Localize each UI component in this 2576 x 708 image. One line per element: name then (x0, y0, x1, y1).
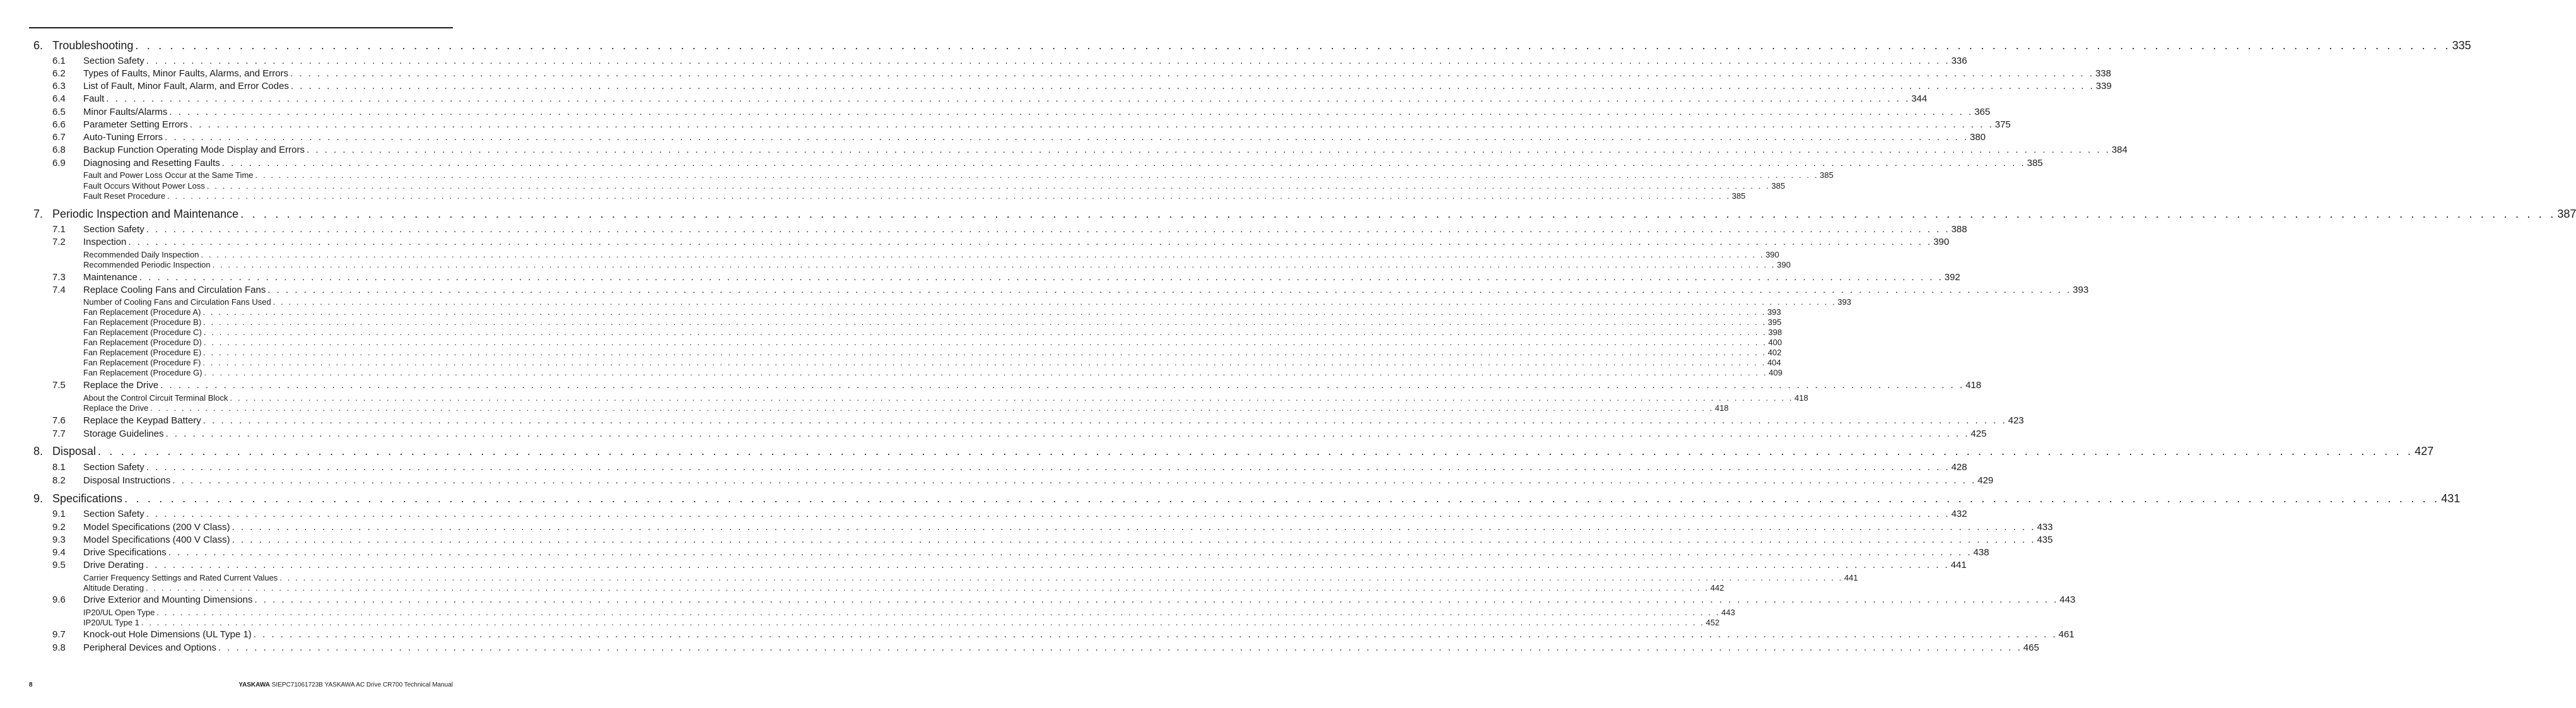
dot-leader: . . . . . . . . . . . . . . . . . . . . . . . . . . . . . . . . . . . . . . . . . . . . . . . . . . . . . . . . . . . . . . . . . . . . . . . . . . . . . . . . . . . . . . . . . . . . . . . . . . . . . . . . . . . . . . . . . . . . . . . . . . . . . . . . . . . . . . . . . . . . . . . . . . . . . . . . . . . . . . . . . . . . . . . . . . . . . . . . . . . . . . . . . . . . . . . . . . . . . . . . (135, 39, 2451, 52)
toc-entry-line (83, 415, 2024, 426)
toc-entry-page: 380 (1970, 132, 1986, 143)
toc-entry-title: Fan Replacement (Procedure A) (83, 307, 201, 317)
toc-entry-line (83, 462, 1967, 473)
toc-entry-number: 9.2 (52, 522, 66, 533)
toc-entry-number: 8.2 (52, 475, 66, 486)
toc-entry-title: Altitude Derating (83, 583, 144, 593)
toc-entry-page: 388 (1951, 224, 1967, 235)
toc-entry-line (83, 56, 1967, 66)
toc-entry-title: Diagnosing and Resetting Faults (83, 158, 220, 168)
toc-entry-title: Model Specifications (400 V Class) (83, 534, 230, 545)
dot-leader: . . . . . . . . . . . . . . . . . . . . . . . . . . . . . . . . . . . . . . . . . . . . . . . . . . . . . . . . . . . . . . . . . . . . . . . . . . . . . . . . . . . . . . . . . . . . . . . . . . . . . . . . . . . . . . . . . . . . . . . . . . . . . . . . . . . . . . . . . . . . . . . . . . . . . . . . . . . . . . . . . . . . . . . . . . . . . . . . . . . . . . . . . . . . . . . . . . . . . . . . (203, 327, 1767, 337)
toc-entry-page: 390 (1765, 250, 1779, 259)
toc-entry-line (83, 560, 1967, 570)
toc-entry-page: 400 (1768, 338, 1783, 347)
dot-leader: . . . . . . . . . . . . . . . . . . . . . . . . . . . . . . . . . . . . . . . . . . . . . . . . . . . . . . . . . . . . . . . . . . . . . . . . . . . . . . . . . . . . . . . . . . . . . . . . . . . . . . . . . . . . . . . . . . . . . . . . . . . . . . . . . . . . . . . . . . . . . . . . . . . . . . . . . . . . . . . . . . . . . . . . . . . . . . . . . . . . . . . . . . . . . . . . . . . . . . . . (253, 629, 2058, 640)
toc-entry-page: 398 (1768, 327, 1783, 337)
toc-entry-page: 385 (1820, 170, 1834, 180)
toc-entry-page: 395 (1767, 317, 1782, 327)
toc-entry-page: 425 (1970, 428, 1987, 439)
toc-entry-line (83, 618, 1720, 627)
dot-leader: . . . . . . . . . . . . . . . . . . . . . . . . . . . . . . . . . . . . . . . . . . . . . . . . . . . . . . . . . . . . . . . . . . . . . . . . . . . . . . . . . . . . . . . . . . . . . . . . . . . . . . . . . . . . . . . . . . . . . . . . . . . . . . . . . . . . . . . . . . . . . . . . . . . . . . . . . . . . . . . . . . . . . . . . . . . . . . . . . . . . . . . . . . . . . . . . . . . . . . . . (106, 93, 1911, 104)
toc-entry-page: 452 (1706, 618, 1720, 627)
toc-entry-title: Peripheral Devices and Options (83, 642, 216, 653)
toc-entry-number: 7.4 (52, 285, 66, 295)
toc-entry-title: Fault Occurs Without Power Loss (83, 181, 205, 191)
toc-entry-number: 8. (33, 445, 44, 457)
toc-entry-title: Fan Replacement (Procedure B) (83, 317, 202, 327)
toc-entry-title: Recommended Periodic Inspection (83, 260, 211, 269)
toc-entry-page: 429 (1977, 475, 1994, 486)
toc-entry-page: 465 (2023, 642, 2039, 653)
toc-entry-line (83, 583, 1724, 593)
toc-entry-page: 438 (1973, 547, 1989, 558)
toc-entry-title: Carrier Frequency Settings and Rated Current Values (83, 573, 278, 582)
toc-entry-page: 385 (1731, 191, 1746, 201)
footer-brand: YASKAWA (238, 681, 271, 688)
toc-entry-number: 6. (33, 39, 44, 52)
toc-entry-page: 443 (2059, 594, 2076, 605)
toc-entry-number: 9.6 (52, 594, 66, 605)
toc-entry-page: 393 (1767, 307, 1781, 317)
dot-leader: . . . . . . . . . . . . . . . . . . . . . . . . . . . . . . . . . . . . . . . . . . . . . . . . . . . . . . . . . . . . . . . . . . . . . . . . . . . . . . . . . . . . . . . . . . . . . . . . . . . . . . . . . . . . . . . . . . . . . . . . . . . . . . . . . . . . . . . . . . . . . . . . . . . . . . . . . . . . . . . . . . . . . . . . . . . . . . . . . . . . . . . . . . . . . . . . . . . . . . . . (212, 260, 1776, 269)
dot-leader: . . . . . . . . . . . . . . . . . . . . . . . . . . . . . . . . . . . . . . . . . . . . . . . . . . . . . . . . . . . . . . . . . . . . . . . . . . . . . . . . . . . . . . . . . . . . . . . . . . . . . . . . . . . . . . . . . . . . . . . . . . . . . . . . . . . . . . . . . . . . . . . . . . . . . . . . . . . . . . . . . . . . . . . . . . . . . . . . . . . . . . . . . . . . . . . . . . . . . . . . (254, 594, 2059, 605)
footer-page-number: 8 (29, 681, 33, 688)
dot-leader: . . . . . . . . . . . . . . . . . . . . . . . . . . . . . . . . . . . . . . . . . . . . . . . . . . . . . . . . . . . . . . . . . . . . . . . . . . . . . . . . . . . . . . . . . . . . . . . . . . . . . . . . . . . . . . . . . . . . . . . . . . . . . . . . . . . . . . . . . . . . . . . . . . . . . . . . . . . . . . . . . . . . . . . . . . . . . . . . . . . . . . . . . . . . . . . . . . . . . . . . (231, 534, 2036, 545)
toc-entry-page: 428 (1951, 462, 1967, 473)
toc-entry-line (83, 403, 1729, 413)
dot-leader: . . . . . . . . . . . . . . . . . . . . . . . . . . . . . . . . . . . . . . . . . . . . . . . . . . . . . . . . . . . . . . . . . . . . . . . . . . . . . . . . . . . . . . . . . . . . . . . . . . . . . . . . . . . . . . . . . . . . . . . . . . . . . . . . . . . . . . . . . . . . . . . . . . . . . . . . . . . . . . . . . . . . . . . . . . . . . . . . . . . . . . . . . . . . . . . . . . . . . . . . (146, 509, 1950, 519)
toc-entry-line (83, 573, 1858, 582)
dot-leader: . . . . . . . . . . . . . . . . . . . . . . . . . . . . . . . . . . . . . . . . . . . . . . . . . . . . . . . . . . . . . . . . . . . . . . . . . . . . . . . . . . . . . . . . . . . . . . . . . . . . . . . . . . . . . . . . . . . . . . . . . . . . . . . . . . . . . . . . . . . . . . . . . . . . . . . . . . . . . . . . . . . . . . . . . . . . . . . . . . . . . . . . . . . . . . . . . . . . . . . . (203, 338, 1767, 347)
toc-entry-title: Fault and Power Loss Occur at the Same Time (83, 170, 254, 180)
toc-entry-line (83, 81, 2112, 91)
toc-entry-title: Section Safety (83, 224, 144, 235)
toc-entry-line (83, 522, 2053, 533)
toc-entry-page: 390 (1777, 260, 1791, 269)
toc-entry-number: 7. (33, 208, 44, 220)
toc-entry-number: 7.5 (52, 380, 66, 391)
toc-entry-page: 418 (1714, 403, 1729, 413)
toc-entry-title: Drive Derating (83, 560, 144, 570)
dot-leader: . . . . . . . . . . . . . . . . . . . . . . . . . . . . . . . . . . . . . . . . . . . . . . . . . . . . . . . . . . . . . . . . . . . . . . . . . . . . . . . . . . . . . . . . . . . . . . . . . . . . . . . . . . . . . . . . . . . . . . . . . . . . . . . . . . . . . . . . . . . . . . . . . . . . . . . . . . . . . . . . . . . . . . . . . . . . . . . . . . . . . . . . . . . . . . . . . . . . . . . . (290, 81, 2095, 91)
toc-entry-page: 390 (1933, 237, 1950, 247)
toc-entry-page: 344 (1911, 93, 1928, 104)
toc-entry-line (83, 358, 1781, 367)
toc-entry-number: 7.3 (52, 272, 66, 283)
toc-entry-line (83, 132, 1986, 143)
dot-leader: . . . . . . . . . . . . . . . . . . . . . . . . . . . . . . . . . . . . . . . . . . . . . . . . . . . . . . . . . . . . . . . . . . . . . . . . . . . . . . . . . . . . . . . . . . . . . . . . . . . . . . . . . . . . . . . . . . . . . . . . . . . . . . . . . . . . . . . . . . . . . . . . . . . . . . . . . . . . . . . . . . . . . . . . . . . . . . . . . . . . . . . . . . . . . . . . . . . . . . . . (189, 119, 1994, 130)
toc-entry-page: 442 (1710, 583, 1724, 593)
toc-entry-title: Inspection (83, 237, 127, 247)
toc-entry-line (83, 368, 1783, 377)
dot-leader: . . . . . . . . . . . . . . . . . . . . . . . . . . . . . . . . . . . . . . . . . . . . . . . . . . . . . . . . . . . . . . . . . . . . . . . . . . . . . . . . . . . . . . . . . . . . . . . . . . . . . . . . . . . . . . . . . . . . . . . . . . . . . . . . . . . . . . . . . . . . . . . . . . . . . . . . . . . . . . . . . . . . . . . . . . . . . . . . . . . . . . . . . . . . . . . . . . . . . . . . (218, 642, 2022, 653)
toc-entry-title: Section Safety (83, 56, 144, 66)
toc-entry-line (83, 547, 1989, 558)
toc-entry-number: 6.2 (52, 68, 66, 79)
toc-entry-page: 387 (2557, 208, 2576, 220)
dot-leader: . . . . . . . . . . . . . . . . . . . . . . . . . . . . . . . . . . . . . . . . . . . . . . . . . . . . . . . . . . . . . . . . . . . . . . . . . . . . . . . . . . . . . . . . . . . . . . . . . . . . . . . . . . . . . . . . . . . . . . . . . . . . . . . . . . . . . . . . . . . . . . . . . . . . . . . . . . . . . . . . . . . . . . . . . . . . . . . . . . . . . . . . . . . . . . . . . . . . . . . . (279, 573, 1843, 582)
toc-entry-line (83, 428, 1987, 439)
toc-entry-line (83, 393, 1808, 403)
toc-entry-line (83, 594, 2076, 605)
dot-leader: . . . . . . . . . . . . . . . . . . . . . . . . . . . . . . . . . . . . . . . . . . . . . . . . . . . . . . . . . . . . . . . . . . . . . . . . . . . . . . . . . . . . . . . . . . . . . . . . . . . . . . . . . . . . . . . . . . . . . . . . . . . . . . . . . . . . . . . . . . . . . . . . . . . . . . . . . . . . . . . . . . . . . . . . . . . . . . . . . . . . . . . . . . . . . . . . . . . . . . . . (206, 181, 1771, 191)
toc-entry-line (83, 272, 1960, 283)
toc-entry-line (83, 93, 1928, 104)
toc-entry-title: Replace the Keypad Battery (83, 415, 201, 426)
dot-leader: . . . . . . . . . . . . . . . . . . . . . . . . . . . . . . . . . . . . . . . . . . . . . . . . . . . . . . . . . . . . . . . . . . . . . . . . . . . . . . . . . . . . . . . . . . . . . . . . . . . . . . . . . . . . . . . . . . . . . . . . . . . . . . . . . . . . . . . . . . . . . . . . . . . . . . . . . . . . . . . . . . . . . . . . . . . . . . . . . . . . . . . . . . . . . . . . . . . . . . . . (165, 132, 1969, 143)
toc-entry-number: 6.7 (52, 132, 66, 143)
toc-entry-title: Fan Replacement (Procedure C) (83, 327, 202, 337)
toc-entry-title: Types of Faults, Minor Faults, Alarms, and Errors (83, 68, 289, 79)
dot-leader: . . . . . . . . . . . . . . . . . . . . . . . . . . . . . . . . . . . . . . . . . . . . . . . . . . . . . . . . . . . . . . . . . . . . . . . . . . . . . . . . . . . . . . . . . . . . . . . . . . . . . . . . . . . . . . . . . . . . . . . . . . . . . . . . . . . . . . . . . . . . . . . . . . . . . . . . . . . . . . . . . . . . . . . . . . . . . . . . . . . . . . . . . . . . . . . . . . . . . . . . (290, 68, 2094, 79)
toc-entry-page: 402 (1767, 348, 1782, 357)
toc-entry-number: 7.1 (52, 224, 66, 235)
toc-entry-number: 6.6 (52, 119, 66, 130)
toc-entry-title: Disposal (52, 445, 97, 457)
toc-entry-title: About the Control Circuit Terminal Block (83, 393, 228, 403)
toc-entry-number: 6.4 (52, 93, 66, 104)
toc-entry-title: Fan Replacement (Procedure D) (83, 338, 202, 347)
toc-entry-number: 9.5 (52, 560, 66, 570)
toc-entry-line (83, 327, 1783, 337)
toc-entry-line (83, 250, 1779, 259)
dot-leader: . . . . . . . . . . . . . . . . . . . . . . . . . . . . . . . . . . . . . . . . . . . . . . . . . . . . . . . . . . . . . . . . . . . . . . . . . . . . . . . . . . . . . . . . . . . . . . . . . . . . . . . . . . . . . . . . . . . . . . . . . . . . . . . . . . . . . . . . . . . . . . . . . . . . . . . . . . . . . . . . . . . . . . . . . . . . . . . . . . . . . . . . . . . . . . . . . . . . . . . . (255, 170, 1819, 180)
toc-entry-title: Storage Guidelines (83, 428, 164, 439)
toc-entry-page: 432 (1951, 509, 1967, 519)
toc-entry-number: 7.6 (52, 415, 66, 426)
dot-leader: . . . . . . . . . . . . . . . . . . . . . . . . . . . . . . . . . . . . . . . . . . . . . . . . . . . . . . . . . . . . . . . . . . . . . . . . . . . . . . . . . . . . . . . . . . . . . . . . . . . . . . . . . . . . . . . . . . . . . . . . . . . . . . . . . . . . . . . . . . . . . . . . . . . . . . . . . . . . . . . . . . . . . . . . . . . . . . . . . . . . . . . . . . . . . . . . . . . . . . . . (202, 358, 1766, 367)
dot-leader: . . . . . . . . . . . . . . . . . . . . . . . . . . . . . . . . . . . . . . . . . . . . . . . . . . . . . . . . . . . . . . . . . . . . . . . . . . . . . . . . . . . . . . . . . . . . . . . . . . . . . . . . . . . . . . . . . . . . . . . . . . . . . . . . . . . . . . . . . . . . . . . . . . . . . . . . . . . . . . . . . . . . . . . . . . . . . . . . . . . . . . . . . . . . . . . . . . . . . . . . (98, 445, 2414, 457)
toc-entry-line (52, 208, 2576, 221)
toc-entry-title: Periodic Inspection and Maintenance (52, 208, 239, 220)
toc-entry-page: 338 (2095, 68, 2111, 79)
dot-leader: . . . . . . . . . . . . . . . . . . . . . . . . . . . . . . . . . . . . . . . . . . . . . . . . . . . . . . . . . . . . . . . . . . . . . . . . . . . . . . . . . . . . . . . . . . . . . . . . . . . . . . . . . . . . . . . . . . . . . . . . . . . . . . . . . . . . . . . . . . . . . . . . . . . . . . . . . . . . . . . . . . . . . . . . . . . . . . . . . . . . . . . . . . . . . . . . . . . . . . . . (160, 380, 1965, 391)
toc-entry-line (83, 475, 1994, 486)
toc-entry-page: 418 (1965, 380, 1982, 391)
dot-leader: . . . . . . . . . . . . . . . . . . . . . . . . . . . . . . . . . . . . . . . . . . . . . . . . . . . . . . . . . . . . . . . . . . . . . . . . . . . . . . . . . . . . . . . . . . . . . . . . . . . . . . . . . . . . . . . . . . . . . . . . . . . . . . . . . . . . . . . . . . . . . . . . . . . . . . . . . . . . . . . . . . . . . . . . . . . . . . . . . . . . . . . . . . . . . . . . . . . . . . . . (146, 462, 1950, 473)
dot-leader: . . . . . . . . . . . . . . . . . . . . . . . . . . . . . . . . . . . . . . . . . . . . . . . . . . . . . . . . . . . . . . . . . . . . . . . . . . . . . . . . . . . . . . . . . . . . . . . . . . . . . . . . . . . . . . . . . . . . . . . . . . . . . . . . . . . . . . . . . . . . . . . . . . . . . . . . . . . . . . . . . . . . . . . . . . . . . . . . . . . . . . . . . . . . . . . . . . . . . . . . (172, 475, 1977, 486)
toc-entry-title: List of Fault, Minor Fault, Alarm, and Error Codes (83, 81, 289, 91)
dot-leader: . . . . . . . . . . . . . . . . . . . . . . . . . . . . . . . . . . . . . . . . . . . . . . . . . . . . . . . . . . . . . . . . . . . . . . . . . . . . . . . . . . . . . . . . . . . . . . . . . . . . . . . . . . . . . . . . . . . . . . . . . . . . . . . . . . . . . . . . . . . . . . . . . . . . . . . . . . . . . . . . . . . . . . . . . . . . . . . . . . . . . . . . . . . . . . . . . . . . . . . . (145, 560, 1950, 570)
dot-leader: . . . . . . . . . . . . . . . . . . . . . . . . . . . . . . . . . . . . . . . . . . . . . . . . . . . . . . . . . . . . . . . . . . . . . . . . . . . . . . . . . . . . . . . . . . . . . . . . . . . . . . . . . . . . . . . . . . . . . . . . . . . . . . . . . . . . . . . . . . . . . . . . . . . . . . . . . . . . . . . . . . . . . . . . . . . . . . . . . . . . . . . . . . . . . . . . . . . . . . . . (272, 297, 1837, 307)
toc-entry-number: 7.2 (52, 237, 66, 247)
toc-entry-number: 6.9 (52, 158, 66, 168)
toc-entry-title: Fan Replacement (Procedure G) (83, 368, 202, 377)
toc-entry-number: 6.5 (52, 107, 66, 117)
footer-document-title (238, 681, 453, 688)
toc-entry-title: Drive Specifications (83, 547, 167, 558)
toc-entry-title: Fan Replacement (Procedure E) (83, 348, 202, 357)
toc-entry-line (83, 260, 1791, 269)
dot-leader: . . . . . . . . . . . . . . . . . . . . . . . . . . . . . . . . . . . . . . . . . . . . . . . . . . . . . . . . . . . . . . . . . . . . . . . . . . . . . . . . . . . . . . . . . . . . . . . . . . . . . . . . . . . . . . . . . . . . . . . . . . . . . . . . . . . . . . . . . . . . . . . . . . . . . . . . . . . . . . . . . . . . . . . . . . . . . . . . . . . . . . . . . . . . . . . . . . . . . . . . (231, 522, 2036, 533)
toc-entry-page: 392 (1944, 272, 1960, 283)
toc-entry-page: 385 (1771, 181, 1786, 191)
toc-entry-line (83, 348, 1782, 357)
toc-entry-page: 404 (1767, 358, 1781, 367)
toc-entry-title: IP20/UL Type 1 (83, 618, 139, 627)
dot-leader: . . . . . . . . . . . . . . . . . . . . . . . . . . . . . . . . . . . . . . . . . . . . . . . . . . . . . . . . . . . . . . . . . . . . . . . . . . . . . . . . . . . . . . . . . . . . . . . . . . . . . . . . . . . . . . . . . . . . . . . . . . . . . . . . . . . . . . . . . . . . . . . . . . . . . . . . . . . . . . . . . . . . . . . . . . . . . . . . . . . . . . . . . . . . . . . . . . . . . . . . (169, 107, 1974, 117)
dot-leader: . . . . . . . . . . . . . . . . . . . . . . . . . . . . . . . . . . . . . . . . . . . . . . . . . . . . . . . . . . . . . . . . . . . . . . . . . . . . . . . . . . . . . . . . . . . . . . . . . . . . . . . . . . . . . . . . . . . . . . . . . . . . . . . . . . . . . . . . . . . . . . . . . . . . . . . . . . . . . . . . . . . . . . . . . . . . . . . . . . . . . . . . . . . . . . . . . . . . . . . . (139, 272, 1943, 283)
toc-entry-title: Fault Reset Procedure (83, 191, 166, 201)
toc-entry-number: 9.4 (52, 547, 66, 558)
dot-leader: . . . . . . . . . . . . . . . . . . . . . . . . . . . . . . . . . . . . . . . . . . . . . . . . . . . . . . . . . . . . . . . . . . . . . . . . . . . . . . . . . . . . . . . . . . . . . . . . . . . . . . . . . . . . . . . . . . . . . . . . . . . . . . . . . . . . . . . . . . . . . . . . . . . . . . . . . . . . . . . . . . . . . . . . . . . . . . . . . . . . . . . . . . . . . . . . . . . . . . . . (203, 317, 1767, 327)
toc-entry-line (83, 191, 1746, 201)
toc-entry-line (83, 297, 1851, 307)
toc-entry-title: Recommended Daily Inspection (83, 250, 199, 259)
toc-entry-title: Section Safety (83, 509, 144, 519)
toc-entry-line (83, 68, 2111, 79)
toc-entry-line (83, 509, 1967, 519)
toc-entry-page: 336 (1951, 56, 1967, 66)
toc-entry-line (83, 285, 2089, 295)
toc-entry-number: 9.8 (52, 642, 66, 653)
dot-leader: . . . . . . . . . . . . . . . . . . . . . . . . . . . . . . . . . . . . . . . . . . . . . . . . . . . . . . . . . . . . . . . . . . . . . . . . . . . . . . . . . . . . . . . . . . . . . . . . . . . . . . . . . . . . . . . . . . . . . . . . . . . . . . . . . . . . . . . . . . . . . . . . . . . . . . . . . . . . . . . . . . . . . . . . . . . . . . . . . . . . . . . . . . . . . . . . . . . . . . . . (128, 237, 1933, 247)
toc-entry-line (83, 107, 1991, 117)
toc-entry-page: 441 (1844, 573, 1858, 582)
dot-leader: . . . . . . . . . . . . . . . . . . . . . . . . . . . . . . . . . . . . . . . . . . . . . . . . . . . . . . . . . . . . . . . . . . . . . . . . . . . . . . . . . . . . . . . . . . . . . . . . . . . . . . . . . . . . . . . . . . . . . . . . . . . . . . . . . . . . . . . . . . . . . . . . . . . . . . . . . . . . . . . . . . . . . . . . . . . . . . . . . . . . . . . . . . . . . . . . . . . . . . . . (267, 285, 2072, 295)
dot-leader: . . . . . . . . . . . . . . . . . . . . . . . . . . . . . . . . . . . . . . . . . . . . . . . . . . . . . . . . . . . . . . . . . . . . . . . . . . . . . . . . . . . . . . . . . . . . . . . . . . . . . . . . . . . . . . . . . . . . . . . . . . . . . . . . . . . . . . . . . . . . . . . . . . . . . . . . . . . . . . . . . . . . . . . . . . . . . . . . . . . . . . . . . . . . . . . . . . . . . . . . (204, 368, 1768, 377)
toc-entry-title: Minor Faults/Alarms (83, 107, 168, 117)
dot-leader: . . . . . . . . . . . . . . . . . . . . . . . . . . . . . . . . . . . . . . . . . . . . . . . . . . . . . . . . . . . . . . . . . . . . . . . . . . . . . . . . . . . . . . . . . . . . . . . . . . . . . . . . . . . . . . . . . . . . . . . . . . . . . . . . . . . . . . . . . . . . . . . . . . . . . . . . . . . . . . . . . . . . . . . . . . . . . . . . . . . . . . . . . . . . . . . . . . . . . . . . (202, 415, 2007, 426)
toc-entry-line (83, 642, 2039, 653)
dot-leader: . . . . . . . . . . . . . . . . . . . . . . . . . . . . . . . . . . . . . . . . . . . . . . . . . . . . . . . . . . . . . . . . . . . . . . . . . . . . . . . . . . . . . . . . . . . . . . . . . . . . . . . . . . . . . . . . . . . . . . . . . . . . . . . . . . . . . . . . . . . . . . . . . . . . . . . . . . . . . . . . . . . . . . . . . . . . . . . . . . . . . . . . . . . . . . . . . . . . . . . . (156, 608, 1720, 617)
toc-entry-line (83, 317, 1782, 327)
toc-entry-page: 443 (1721, 608, 1735, 617)
toc-entry-title: Specifications (52, 492, 123, 505)
toc-entry-line (52, 492, 2461, 505)
toc-entry-line (83, 338, 1783, 347)
toc-entry-number: 9.1 (52, 509, 66, 519)
toc-entry-page: 335 (2452, 39, 2471, 52)
toc-entry-number: 6.3 (52, 81, 66, 91)
toc-entry-title: Number of Cooling Fans and Circulation Fans Used (83, 297, 271, 307)
toc-entry-line (83, 534, 2053, 545)
dot-leader: . . . . . . . . . . . . . . . . . . . . . . . . . . . . . . . . . . . . . . . . . . . . . . . . . . . . . . . . . . . . . . . . . . . . . . . . . . . . . . . . . . . . . . . . . . . . . . . . . . . . . . . . . . . . . . . . . . . . . . . . . . . . . . . . . . . . . . . . . . . . . . . . . . . . . . . . . . . . . . . . . . . . . . . . . . . . . . . . . . . . . . . . . . . . . . . . . . . . . . . . (201, 250, 1765, 259)
toc-entry-title: Troubleshooting (52, 39, 134, 52)
toc-entry-line (83, 629, 2075, 640)
dot-leader: . . . . . . . . . . . . . . . . . . . . . . . . . . . . . . . . . . . . . . . . . . . . . . . . . . . . . . . . . . . . . . . . . . . . . . . . . . . . . . . . . . . . . . . . . . . . . . . . . . . . . . . . . . . . . . . . . . . . . . . . . . . . . . . . . . . . . . . . . . . . . . . . . . . . . . . . . . . . . . . . . . . . . . . . . . . . . . . . . . . . . . . . . . . . . . . . . . . . . . . . (168, 547, 1972, 558)
dot-leader: . . . . . . . . . . . . . . . . . . . . . . . . . . . . . . . . . . . . . . . . . . . . . . . . . . . . . . . . . . . . . . . . . . . . . . . . . . . . . . . . . . . . . . . . . . . . . . . . . . . . . . . . . . . . . . . . . . . . . . . . . . . . . . . . . . . . . . . . . . . . . . . . . . . . . . . . . . . . . . . . . . . . . . . . . . . . . . . . . . . . . . . . . . . . . . . . . . . . . . . . (146, 583, 1709, 593)
toc-entry-page: 433 (2037, 522, 2053, 533)
toc-entry-line (83, 224, 1967, 235)
dot-leader: . . . . . . . . . . . . . . . . . . . . . . . . . . . . . . . . . . . . . . . . . . . . . . . . . . . . . . . . . . . . . . . . . . . . . . . . . . . . . . . . . . . . . . . . . . . . . . . . . . . . . . . . . . . . . . . . . . . . . . . . . . . . . . . . . . . . . . . . . . . . . . . . . . . . . . . . . . . . . . . . . . . . . . . . . . . . . . . . . . . . . . . . . . . . . . . . . . . . . . . . (165, 428, 1970, 439)
toc-entry-number: 7.7 (52, 428, 66, 439)
dot-leader: . . . . . . . . . . . . . . . . . . . . . . . . . . . . . . . . . . . . . . . . . . . . . . . . . . . . . . . . . . . . . . . . . . . . . . . . . . . . . . . . . . . . . . . . . . . . . . . . . . . . . . . . . . . . . . . . . . . . . . . . . . . . . . . . . . . . . . . . . . . . . . . . . . . . . . . . . . . . . . . . . . . . . . . . . . . . . . . . . . . . . . . . . . . . . . . . . . . . . . . . (221, 158, 2026, 168)
toc-entry-title: Section Safety (83, 462, 144, 473)
toc-entry-line (52, 445, 2434, 458)
toc-entry-title: Replace Cooling Fans and Circulation Fans (83, 285, 266, 295)
toc-entry-page: 339 (2095, 81, 2112, 91)
toc-entry-page: 375 (1994, 119, 2011, 130)
toc-entry-line (83, 145, 2128, 155)
top-rule (29, 27, 453, 28)
toc-entry-title: Replace the Drive (83, 403, 149, 413)
toc-entry-number: 9. (33, 492, 44, 505)
toc-entry-title: Model Specifications (200 V Class) (83, 522, 230, 533)
toc-entry-number: 9.3 (52, 534, 66, 545)
dot-leader: . . . . . . . . . . . . . . . . . . . . . . . . . . . . . . . . . . . . . . . . . . . . . . . . . . . . . . . . . . . . . . . . . . . . . . . . . . . . . . . . . . . . . . . . . . . . . . . . . . . . . . . . . . . . . . . . . . . . . . . . . . . . . . . . . . . . . . . . . . . . . . . . . . . . . . . . . . . . . . . . . . . . . . . . . . . . . . . . . . . . . . . . . . . . . . . . . . . . . . . . (124, 492, 2440, 505)
toc-entry-number: 9.7 (52, 629, 66, 640)
toc-entry-title: Fault (83, 93, 105, 104)
toc-entry-line (83, 307, 1781, 317)
toc-entry-line (83, 181, 1786, 191)
toc-entry-page: 393 (1837, 297, 1851, 307)
dot-leader: . . . . . . . . . . . . . . . . . . . . . . . . . . . . . . . . . . . . . . . . . . . . . . . . . . . . . . . . . . . . . . . . . . . . . . . . . . . . . . . . . . . . . . . . . . . . . . . . . . . . . . . . . . . . . . . . . . . . . . . . . . . . . . . . . . . . . . . . . . . . . . . . . . . . . . . . . . . . . . . . . . . . . . . . . . . . . . . . . . . . . . . . . . . . . . . . . . . . . . . . (307, 145, 2111, 155)
footer-document-text: SIEPC71061723B YASKAWA AC Drive CR700 Technical Manual (271, 681, 453, 688)
toc-entry-title: Fan Replacement (Procedure F) (83, 358, 201, 367)
toc-entry-page: 427 (2415, 445, 2434, 457)
dot-leader: . . . . . . . . . . . . . . . . . . . . . . . . . . . . . . . . . . . . . . . . . . . . . . . . . . . . . . . . . . . . . . . . . . . . . . . . . . . . . . . . . . . . . . . . . . . . . . . . . . . . . . . . . . . . . . . . . . . . . . . . . . . . . . . . . . . . . . . . . . . . . . . . . . . . . . . . . . . . . . . . . . . . . . . . . . . . . . . . . . . . . . . . . . . . . . . . . . . . . . . . (203, 348, 1767, 357)
toc-entry-line (83, 158, 2043, 168)
dot-leader: . . . . . . . . . . . . . . . . . . . . . . . . . . . . . . . . . . . . . . . . . . . . . . . . . . . . . . . . . . . . . . . . . . . . . . . . . . . . . . . . . . . . . . . . . . . . . . . . . . . . . . . . . . . . . . . . . . . . . . . . . . . . . . . . . . . . . . . . . . . . . . . . . . . . . . . . . . . . . . . . . . . . . . . . . . . . . . . . . . . . . . . . . . . . . . . . . . . . . . . . (202, 307, 1766, 317)
toc-entry-title: Maintenance (83, 272, 138, 283)
dot-leader: . . . . . . . . . . . . . . . . . . . . . . . . . . . . . . . . . . . . . . . . . . . . . . . . . . . . . . . . . . . . . . . . . . . . . . . . . . . . . . . . . . . . . . . . . . . . . . . . . . . . . . . . . . . . . . . . . . . . . . . . . . . . . . . . . . . . . . . . . . . . . . . . . . . . . . . . . . . . . . . . . . . . . . . . . . . . . . . . . . . . . . . . . . . . . . . . . . . . . . . . (240, 208, 2556, 220)
toc-entry-page: 461 (2058, 629, 2075, 640)
toc-entry-line (83, 237, 1950, 247)
dot-leader: . . . . . . . . . . . . . . . . . . . . . . . . . . . . . . . . . . . . . . . . . . . . . . . . . . . . . . . . . . . . . . . . . . . . . . . . . . . . . . . . . . . . . . . . . . . . . . . . . . . . . . . . . . . . . . . . . . . . . . . . . . . . . . . . . . . . . . . . . . . . . . . . . . . . . . . . . . . . . . . . . . . . . . . . . . . . . . . . . . . . . . . . . . . . . . . . . . . . . . . . (146, 224, 1950, 235)
toc-entry-title: Parameter Setting Errors (83, 119, 188, 130)
toc-entry-title: Knock-out Hole Dimensions (UL Type 1) (83, 629, 252, 640)
toc-entry-number: 6.8 (52, 145, 66, 155)
toc-entry-page: 418 (1794, 393, 1808, 403)
toc-entry-title: Auto-Tuning Errors (83, 132, 163, 143)
dot-leader: . . . . . . . . . . . . . . . . . . . . . . . . . . . . . . . . . . . . . . . . . . . . . . . . . . . . . . . . . . . . . . . . . . . . . . . . . . . . . . . . . . . . . . . . . . . . . . . . . . . . . . . . . . . . . . . . . . . . . . . . . . . . . . . . . . . . . . . . . . . . . . . . . . . . . . . . . . . . . . . . . . . . . . . . . . . . . . . . . . . . . . . . . . . . . . . . . . . . . . . . (230, 393, 1794, 403)
toc-entry-line (52, 39, 2471, 52)
toc-entry-number: 8.1 (52, 462, 66, 473)
toc-entry-number: 6.1 (52, 56, 66, 66)
toc-entry-line (83, 170, 1834, 180)
toc-entry-page: 431 (2441, 492, 2461, 505)
toc-entry-page: 385 (2027, 158, 2043, 168)
toc-entry-title: Replace the Drive (83, 380, 159, 391)
dot-leader: . . . . . . . . . . . . . . . . . . . . . . . . . . . . . . . . . . . . . . . . . . . . . . . . . . . . . . . . . . . . . . . . . . . . . . . . . . . . . . . . . . . . . . . . . . . . . . . . . . . . . . . . . . . . . . . . . . . . . . . . . . . . . . . . . . . . . . . . . . . . . . . . . . . . . . . . . . . . . . . . . . . . . . . . . . . . . . . . . . . . . . . . . . . . . . . . . . . . . . . . (150, 403, 1714, 413)
toc-entry-page: 441 (1950, 560, 1967, 570)
toc-entry-page: 409 (1769, 368, 1783, 377)
toc-entry-line (83, 380, 1982, 391)
toc-entry-line (83, 119, 2011, 130)
toc-entry-page: 423 (2008, 415, 2024, 426)
toc-entry-title: Drive Exterior and Mounting Dimensions (83, 594, 253, 605)
toc-entry-title: Backup Function Operating Mode Display and Errors (83, 145, 305, 155)
toc-entry-page: 384 (2111, 145, 2128, 155)
toc-entry-line (83, 608, 1735, 617)
toc-entry-page: 365 (1974, 107, 1991, 117)
toc-entry-title: IP20/UL Open Type (83, 608, 155, 617)
toc-entry-title: Disposal Instructions (83, 475, 171, 486)
toc-entry-page: 393 (2073, 285, 2089, 295)
toc-entry-page: 435 (2037, 534, 2053, 545)
dot-leader: . . . . . . . . . . . . . . . . . . . . . . . . . . . . . . . . . . . . . . . . . . . . . . . . . . . . . . . . . . . . . . . . . . . . . . . . . . . . . . . . . . . . . . . . . . . . . . . . . . . . . . . . . . . . . . . . . . . . . . . . . . . . . . . . . . . . . . . . . . . . . . . . . . . . . . . . . . . . . . . . . . . . . . . . . . . . . . . . . . . . . . . . . . . . . . . . . . . . . . . . (146, 56, 1950, 66)
dot-leader: . . . . . . . . . . . . . . . . . . . . . . . . . . . . . . . . . . . . . . . . . . . . . . . . . . . . . . . . . . . . . . . . . . . . . . . . . . . . . . . . . . . . . . . . . . . . . . . . . . . . . . . . . . . . . . . . . . . . . . . . . . . . . . . . . . . . . . . . . . . . . . . . . . . . . . . . . . . . . . . . . . . . . . . . . . . . . . . . . . . . . . . . . . . . . . . . . . . . . . . . (141, 618, 1705, 627)
dot-leader: . . . . . . . . . . . . . . . . . . . . . . . . . . . . . . . . . . . . . . . . . . . . . . . . . . . . . . . . . . . . . . . . . . . . . . . . . . . . . . . . . . . . . . . . . . . . . . . . . . . . . . . . . . . . . . . . . . . . . . . . . . . . . . . . . . . . . . . . . . . . . . . . . . . . . . . . . . . . . . . . . . . . . . . . . . . . . . . . . . . . . . . . . . . . . . . . . . . . . . . . (167, 191, 1731, 201)
